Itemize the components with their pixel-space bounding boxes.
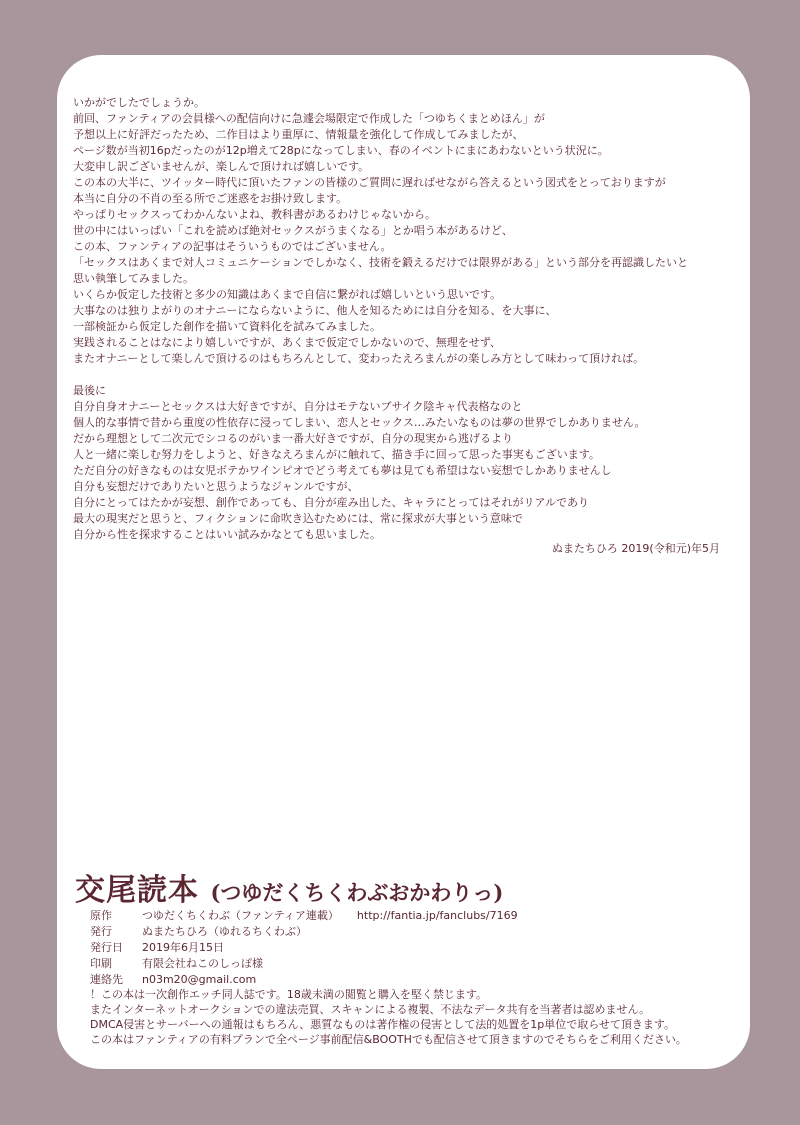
afterword-line: ページ数が当初16pだったのが12p増えて28pになってしまい、春のイベントにまにあわないという状況に。	[73, 144, 609, 157]
afterword-line: 一部検証から仮定した創作を描いて資料化を試みてみました。	[73, 320, 381, 333]
legal-notice	[90, 987, 687, 1047]
colophon-value: 有限会社ねこのしっぽ様	[142, 957, 263, 970]
notice-line: またインターネットオークションでの違法売買、スキャンによる複製、不法なデータ共有を当著者は認めません。	[90, 1003, 651, 1016]
fantia-link[interactable]: http://fantia.jp/fanclubs/7169	[356, 909, 518, 922]
colophon-row-date	[90, 940, 518, 956]
colophon-key: 発行日	[90, 941, 123, 954]
colophon-key: 発行	[90, 925, 112, 938]
afterword-line: またオナニーとして楽しんで頂けるのはもちろんとして、変わったえろまんがの楽しみ方として味わって頂ければ。	[73, 352, 645, 365]
afterword	[73, 95, 730, 543]
colophon-value: つゆだくちくわぶ（ファンティア連載）	[142, 909, 339, 922]
closing-line: だから理想として二次元でシコるのがいま一番大好きですが、自分の現実から逃げるより	[73, 432, 513, 445]
afterword-line: 世の中にはいっぱい「これを読めば絶対セックスがうまくなる」とか唱う本があるけど、	[73, 224, 513, 237]
closing-line: 自分にとってはたかが妄想、創作であっても、自分が産み出した、キャラにとってはそれがリアルであり	[73, 496, 590, 509]
author-signature: ぬまたちひろ 2019(令和元)年5月	[551, 542, 720, 555]
colophon-value: ぬまたちひろ（ゆれるちくわぶ）	[142, 925, 307, 938]
afterword-line: 予想以上に好評だったため、二作目はより重厚に、情報量を強化して作成してみましたが、	[73, 128, 524, 141]
afterword-line: 大事なのは独りよがりのオナニーにならないように、他人を知るためには自分を知る、を大事に、	[73, 304, 557, 317]
afterword-line: いかがでしたでしょうか。	[73, 96, 205, 109]
colophon-row-original	[90, 908, 518, 924]
afterword-line: やっぱりセックスってわかんないよね、教科書があるわけじゃないから。	[73, 208, 436, 221]
closing-line: 人と一緒に楽しむ努力をしようと、好きなえろまんがに触れて、描き手に回って思った事実もございます。	[73, 448, 600, 461]
colophon-row-printer	[90, 956, 518, 972]
afterword-line: 本当に自分の不肖の至る所でご迷惑をお掛け致します。	[73, 192, 348, 205]
colophon-key: 原作	[90, 909, 112, 922]
afterword-line: 「セックスはあくまで対人コミュニケーションでしかなく、技術を鍛えるだけでは限界がある」という部分を再認識したいと	[73, 256, 689, 269]
paragraph-gap	[73, 367, 730, 383]
colophon	[90, 908, 518, 988]
afterword-line: いくらか仮定した技術と多少の知識はあくまで自信に繋がれば嬉しいという思いです。	[73, 288, 502, 301]
afterword-line: この本の大半に、ツイッター時代に頂いたファンの皆様のご質問に遅ればせながら答えるという図式をとっておりますが	[73, 176, 666, 189]
page-card	[57, 55, 750, 1069]
closing-line: 個人的な事情で昔から重度の性依存に浸ってしまい、恋人とセックス…みたいなものは夢の世界でしかありません。	[73, 416, 646, 429]
afterword-line: この本、ファンティアの記事はそういうものではございません。	[73, 240, 392, 253]
notice-line: この本はファンティアの有料プランで全ページ事前配信&BOOTHでも配信させて頂きますのでそちらをご利用ください。	[90, 1033, 687, 1046]
notice-line: ！この本は一次創作エッチ同人誌です。18歳未満の閲覧と購入を堅く禁じます。	[90, 988, 488, 1001]
contact-email[interactable]: n03m20@gmail.com	[142, 973, 257, 986]
closing-line: ただ自分の好きなものは女児ボテかワインピオでどう考えても夢は見ても希望はない妄想でしかありませんし	[73, 464, 612, 477]
closing-line: 最後に	[73, 384, 106, 397]
afterword-line: 実践されることはなにより嬉しいですが、あくまで仮定でしかないので、無理をせず、	[73, 336, 501, 349]
book-title-main: 交尾読本	[75, 873, 199, 908]
closing-line: 自分自身オナニーとセックスは大好きですが、自分はモテないブサイク陰キャ代表格なのと	[73, 400, 523, 413]
afterword-line: 大変申し訳ございませんが、楽しんで頂ければ嬉しいです。	[73, 160, 370, 173]
closing-line: 自分から性を探求することはいい試みかなとても思いました。	[73, 528, 381, 541]
book-title	[75, 865, 503, 909]
afterword-line: 思い執筆してみました。	[73, 272, 194, 285]
colophon-row-publisher	[90, 924, 518, 940]
colophon-value: 2019年6月15日	[142, 941, 224, 954]
notice-line: DMCA侵害とサーバーへの通報はもちろん、悪質なものは著作権の侵害として法的処置を1p単位で取らせて頂きます。	[90, 1018, 676, 1031]
book-title-sub: (つゆだくちくわぶおかわりっ)	[210, 880, 504, 905]
colophon-row-contact	[90, 972, 518, 988]
colophon-key: 連絡先	[90, 973, 123, 986]
closing-line: 最大の現実だと思うと、フィクションに命吹き込むためには、常に探求が大事という意味で	[73, 512, 523, 525]
colophon-key: 印刷	[90, 957, 112, 970]
afterword-line: 前回、ファンティアの会員様への配信向けに急遽会場限定で作成した「つゆちくまとめほん」が	[73, 112, 545, 125]
closing-line: 自分も妄想だけでありたいと思うようなジャンルですが、	[73, 480, 359, 493]
